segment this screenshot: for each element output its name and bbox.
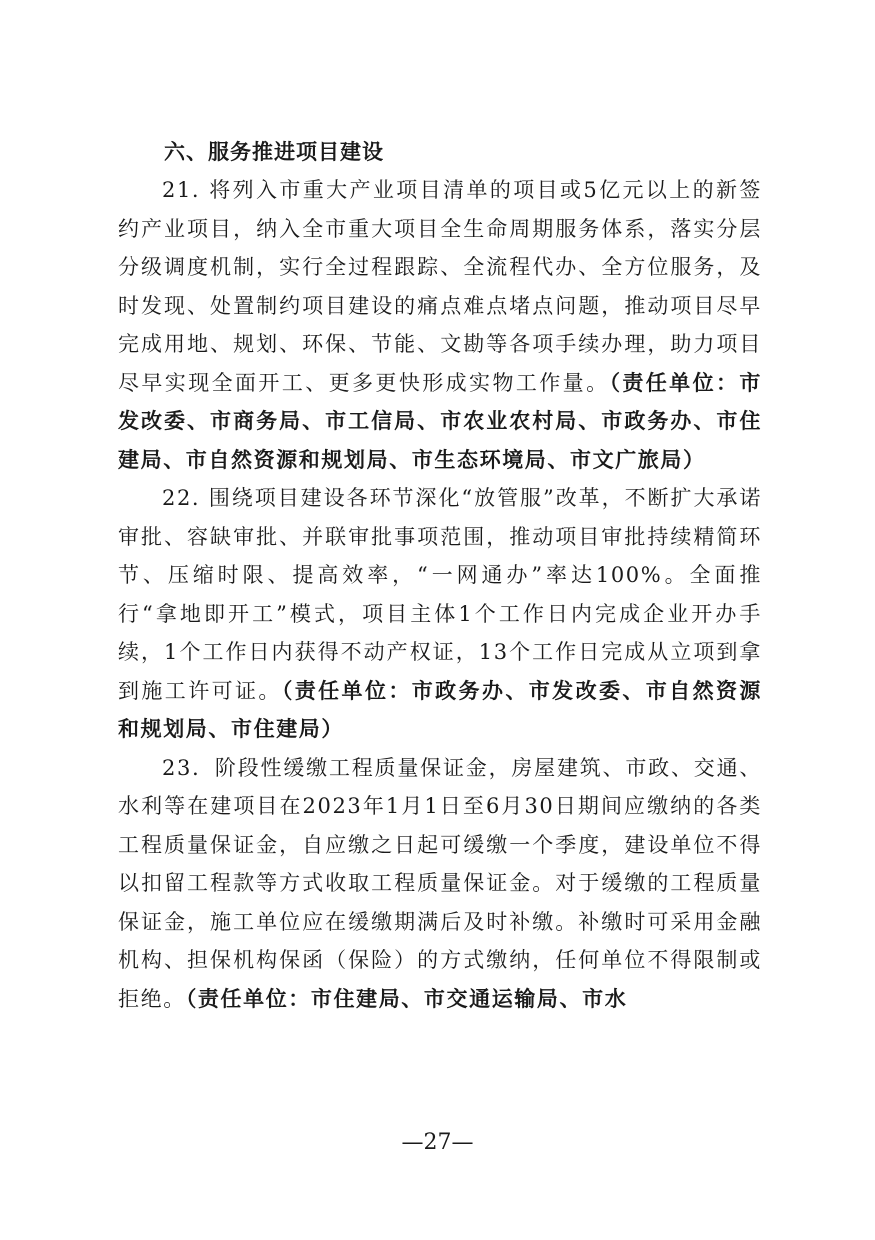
item-21-responsibility: （责任单位：市发改委、市商务局、市工信局、市农业农村局、市政务办、市住建局、市自然资源和规划局、市生态环境局、市文广旅局） xyxy=(118,370,762,472)
item-23-paragraph xyxy=(118,749,762,1019)
item-22-paragraph xyxy=(118,479,762,749)
item-21-paragraph xyxy=(118,171,762,479)
item-21-text: 21. 将列入市重大产业项目清单的项目或5亿元以上的新签约产业项目，纳入全市重大项目全生命周期服务体系，落实分层分级调度机制，实行全过程跟踪、全流程代办、全方位服务，及时发现、处置制约项目建设的痛点难点堵点问题，推动项目尽早完成用地、规划、环保、节能、文勘等各项手续办理，助力项目尽早实现全面开工、更多更快形成实物工作量。 xyxy=(118,178,762,395)
item-23-text: 23．阶段性缓缴工程质量保证金，房屋建筑、市政、交通、水利等在建项目在2023年1月1日至6月30日期间应缴纳的各类工程质量保证金，自应缴之日起可缓缴一个季度，建设单位不得以扣留工程款等方式收取工程质量保证金。对于缓缴的工程质量保证金，施工单位应在缓缴期满后及时补缴。补缴时可采用金融机构、担保机构保函（保险）的方式缴纳，任何单位不得限制或拒绝。 xyxy=(118,755,762,1011)
item-22-text: 22. 围绕项目建设各环节深化“放管服”改革，不断扩大承诺审批、容缺审批、并联审批事项范围，推动项目审批持续精简环节、压缩时限、提高效率，“一网通办”率达100%。全面推行“拿地即开工”模式，项目主体1个工作日内完成企业开办手续，1个工作日内获得不动产权证，13个工作日完成从立项到拿到施工许可证。 xyxy=(118,486,762,703)
page-number: —27— xyxy=(401,1130,474,1155)
document-page xyxy=(118,133,762,1018)
item-22-responsibility: （责任单位：市政务办、市发改委、市自然资源和规划局、市住建局） xyxy=(118,678,762,741)
item-23-responsibility: （责任单位：市住建局、市交通运输局、市水 xyxy=(185,986,628,1011)
section-heading: 六、服务推进项目建设 xyxy=(164,140,384,164)
